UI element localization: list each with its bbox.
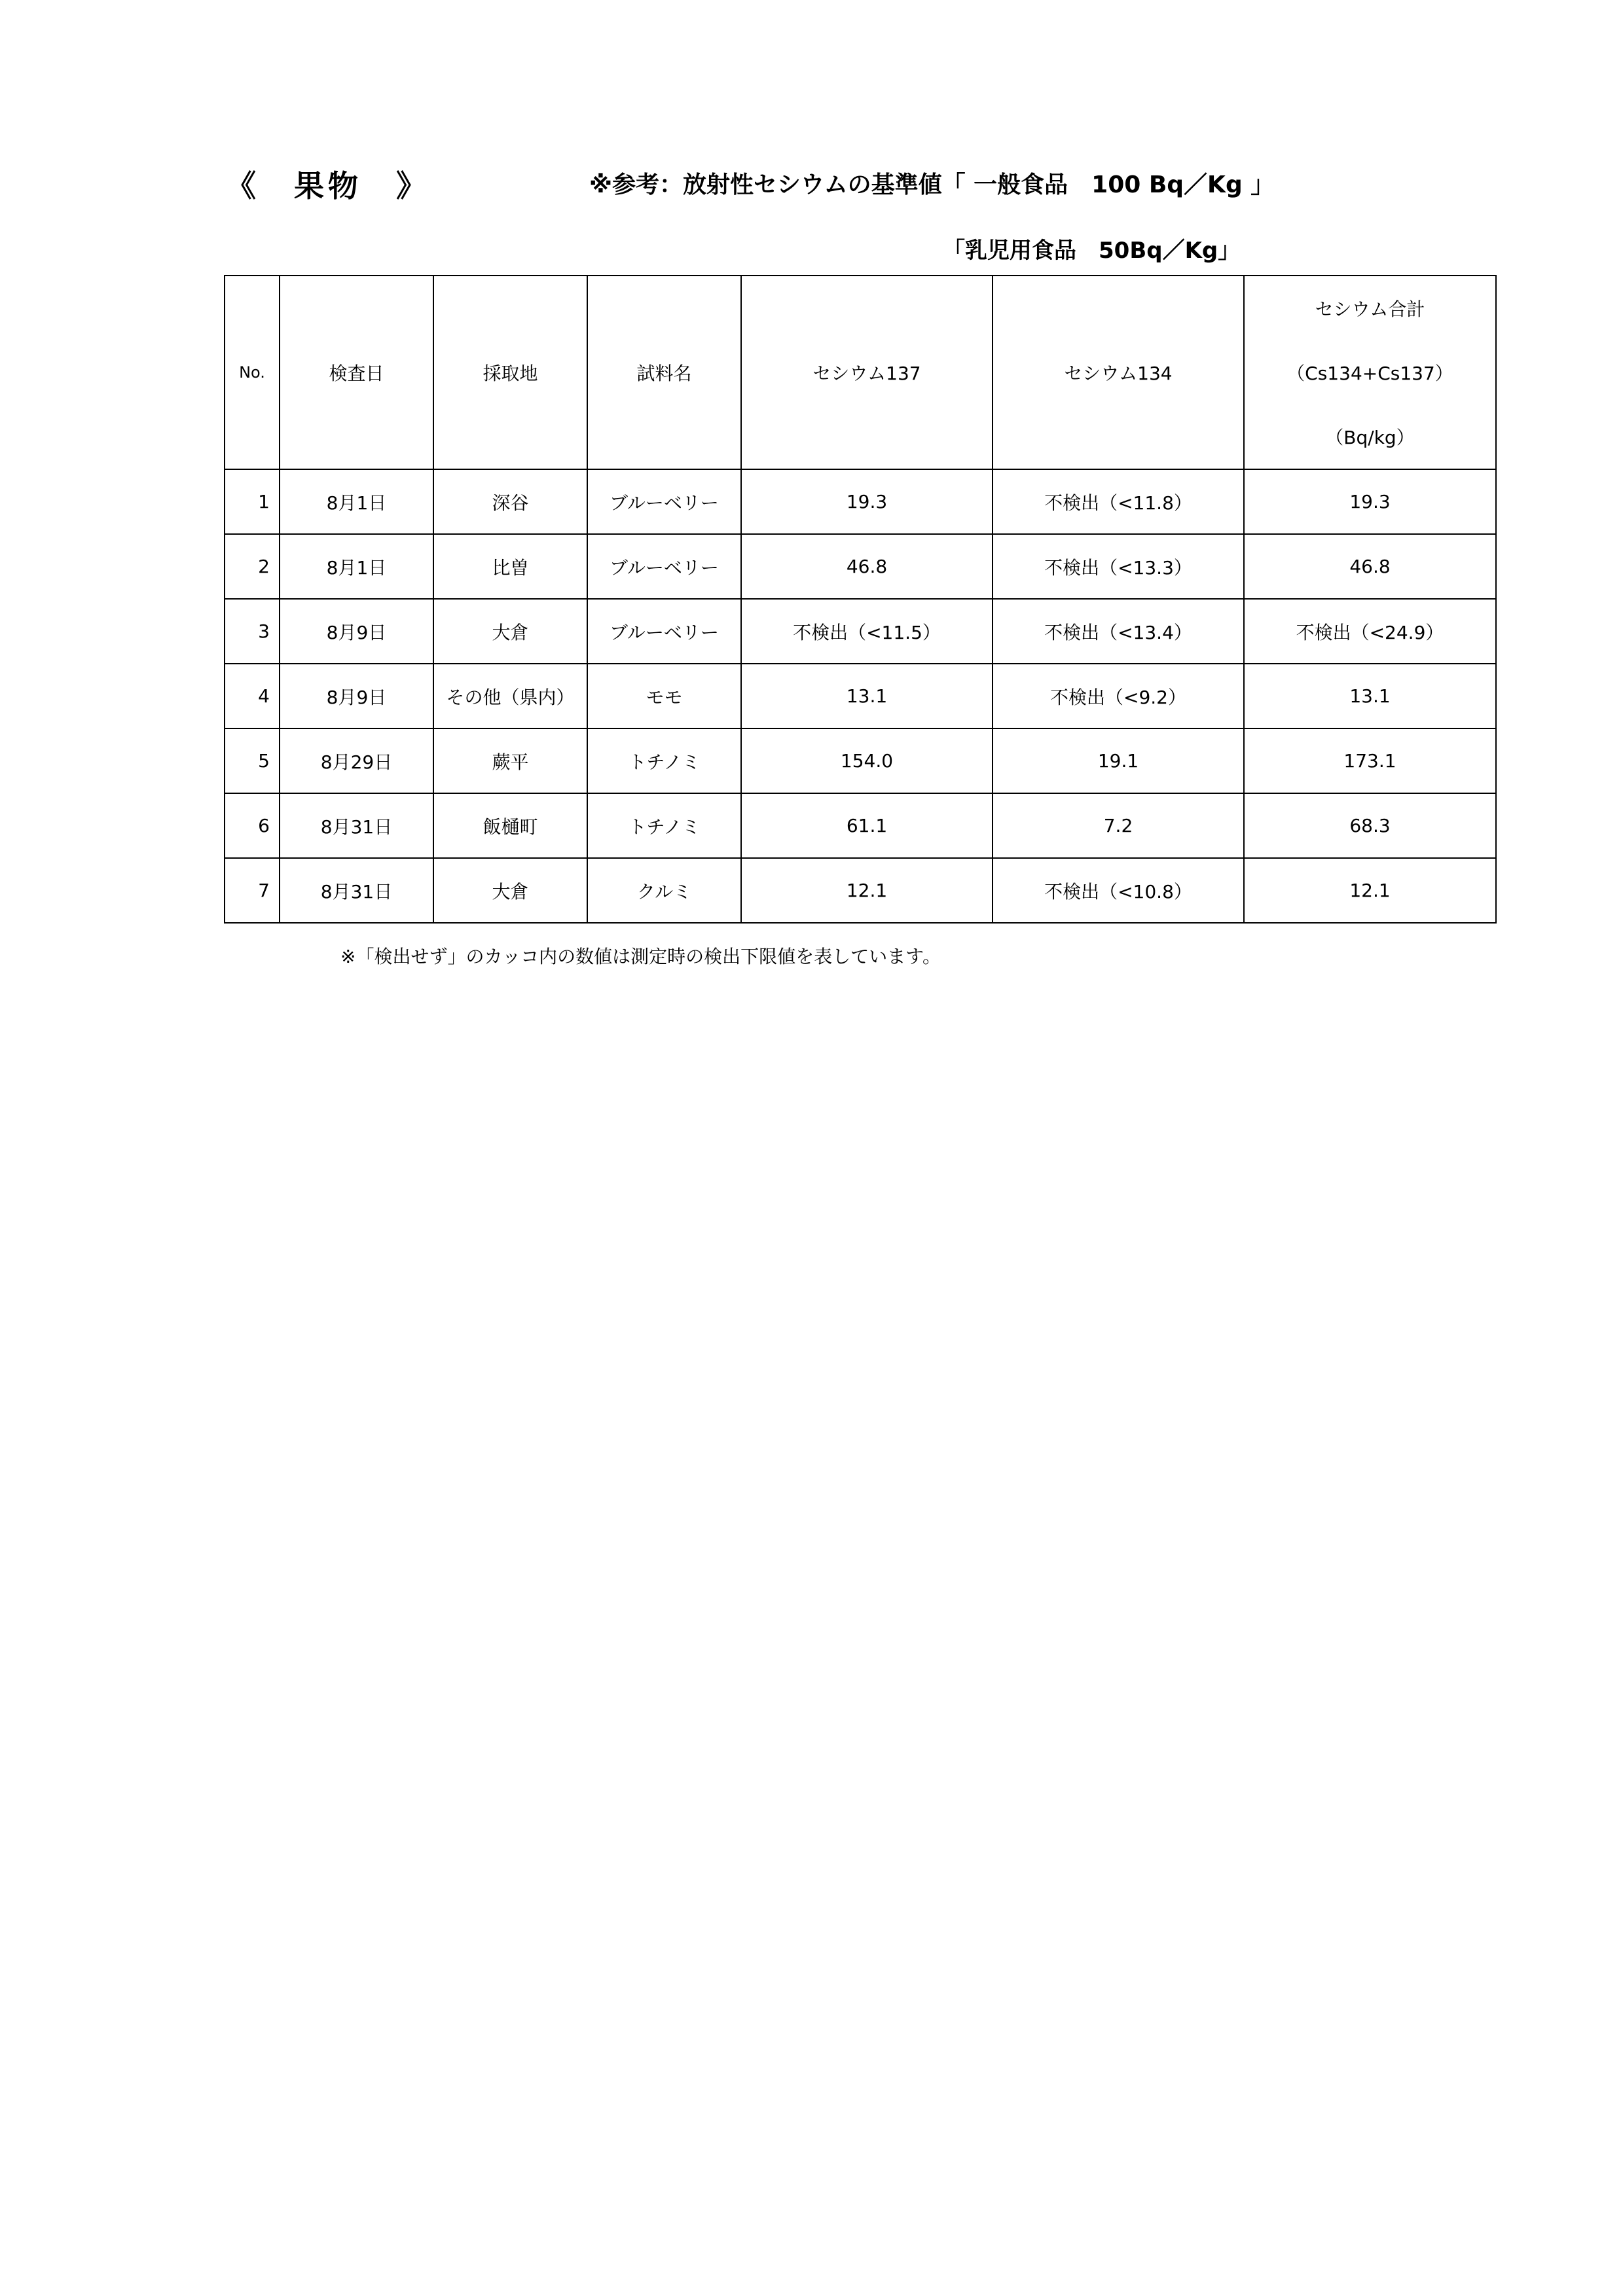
table-row (225, 469, 1496, 534)
cell-total: 13.1 (1244, 664, 1496, 728)
cell-cs134: 不検出（<13.4） (993, 599, 1244, 664)
cell-cs134: 不検出（<9.2） (993, 664, 1244, 728)
column-header-cs134: セシウム134 (993, 276, 1244, 469)
cell-cs137: 12.1 (741, 858, 993, 923)
cell-total: 不検出（<24.9） (1244, 599, 1496, 664)
cell-date: 8月31日 (280, 858, 433, 923)
cell-total: 12.1 (1244, 858, 1496, 923)
cell-date: 8月31日 (280, 793, 433, 858)
cell-total: 19.3 (1244, 469, 1496, 534)
reference-standard-infant: 「乳児用食品 50Bq／Kg」 (943, 238, 1241, 264)
footnote: ※「検出せず」のカッコ内の数値は測定時の検出下限値を表しています。 (340, 946, 941, 967)
column-header-sample: 試料名 (587, 276, 741, 469)
results-table (224, 275, 1497, 924)
cell-location: 深谷 (433, 469, 587, 534)
cell-cs134: 不検出（<11.8） (993, 469, 1244, 534)
cell-location: その他（県内） (433, 664, 587, 728)
cell-date: 8月9日 (280, 599, 433, 664)
cell-sample: モモ (587, 664, 741, 728)
table-row (225, 858, 1496, 923)
table-row (225, 793, 1496, 858)
cell-total: 68.3 (1244, 793, 1496, 858)
cell-location: 飯樋町 (433, 793, 587, 858)
reference-standard-general: ※参考：放射性セシウムの基準値「 一般食品 100 Bq／Kg 」 (589, 171, 1275, 198)
cell-no: 7 (225, 858, 280, 923)
cell-location: 大倉 (433, 858, 587, 923)
column-header-no: No. (225, 276, 280, 469)
cell-date: 8月1日 (280, 469, 433, 534)
table-row (225, 664, 1496, 728)
page-title: 《 果物 》 (226, 168, 430, 204)
table-row (225, 728, 1496, 793)
cell-cs134: 7.2 (993, 793, 1244, 858)
table-row (225, 534, 1496, 599)
cell-sample: ブルーベリー (587, 469, 741, 534)
cell-total: 173.1 (1244, 728, 1496, 793)
cell-cs137: 154.0 (741, 728, 993, 793)
column-header-total (1244, 276, 1496, 469)
column-header-cs137: セシウム137 (741, 276, 993, 469)
cell-sample: クルミ (587, 858, 741, 923)
cell-cs137: 不検出（<11.5） (741, 599, 993, 664)
cell-sample: トチノミ (587, 793, 741, 858)
table-row (225, 599, 1496, 664)
column-header-total-line3: （Bq/kg） (1325, 427, 1415, 448)
cell-no: 4 (225, 664, 280, 728)
cell-location: 比曽 (433, 534, 587, 599)
cell-no: 1 (225, 469, 280, 534)
cell-no: 3 (225, 599, 280, 664)
cell-total: 46.8 (1244, 534, 1496, 599)
column-header-total-line2: （Cs134+Cs137） (1286, 363, 1453, 384)
cell-sample: ブルーベリー (587, 599, 741, 664)
cell-cs134: 19.1 (993, 728, 1244, 793)
table-header-row (225, 276, 1496, 469)
cell-cs137: 19.3 (741, 469, 993, 534)
cell-date: 8月9日 (280, 664, 433, 728)
cell-cs137: 13.1 (741, 664, 993, 728)
cell-no: 5 (225, 728, 280, 793)
column-header-total-line1: セシウム合計 (1315, 298, 1425, 320)
cell-cs134: 不検出（<10.8） (993, 858, 1244, 923)
cell-date: 8月1日 (280, 534, 433, 599)
cell-sample: ブルーベリー (587, 534, 741, 599)
cell-no: 6 (225, 793, 280, 858)
cell-location: 蕨平 (433, 728, 587, 793)
cell-date: 8月29日 (280, 728, 433, 793)
cell-cs134: 不検出（<13.3） (993, 534, 1244, 599)
column-header-location: 採取地 (433, 276, 587, 469)
cell-cs137: 61.1 (741, 793, 993, 858)
cell-cs137: 46.8 (741, 534, 993, 599)
cell-sample: トチノミ (587, 728, 741, 793)
cell-no: 2 (225, 534, 280, 599)
cell-location: 大倉 (433, 599, 587, 664)
column-header-date: 検査日 (280, 276, 433, 469)
